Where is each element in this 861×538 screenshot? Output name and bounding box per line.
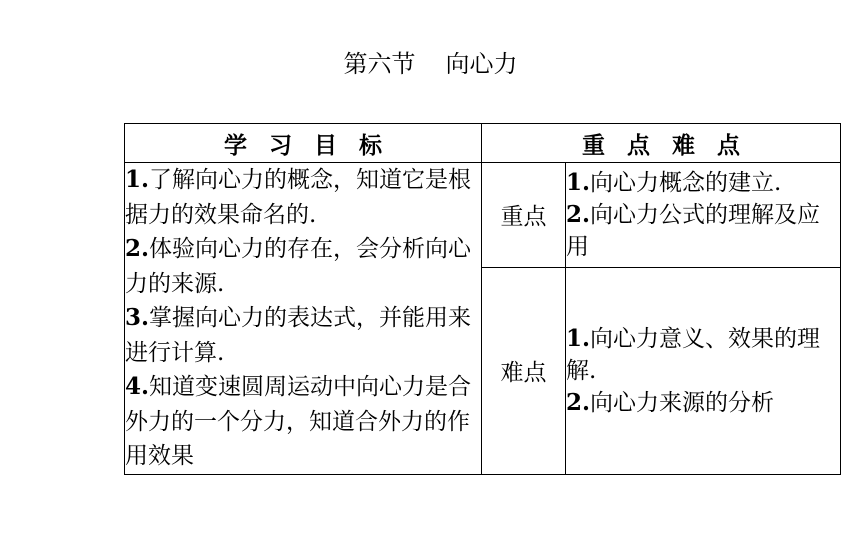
section-topic: 向心力: [445, 50, 518, 78]
key-points-label: 重点: [482, 163, 566, 268]
key-difficult-header: 重 点 难 点: [482, 124, 841, 163]
goal-item: 4.知道变速圆周运动中向心力是合外力的一个分力，知道合外力的作用效果: [125, 373, 472, 469]
difficult-points-cell: [566, 267, 841, 474]
section-number: 第六节: [343, 50, 416, 78]
goal-item: 1.了解向心力的概念，知道它是根据力的效果命名的.: [125, 166, 472, 228]
difficult-point-item: 2.向心力来源的分析: [566, 388, 775, 416]
learning-goals-header: 学 习 目 标: [125, 124, 482, 163]
learning-goals-cell: [125, 163, 482, 475]
difficult-points-label: 难点: [482, 267, 566, 474]
page-title: [0, 48, 861, 80]
difficult-point-item: 1.向心力意义、效果的理解.: [566, 324, 821, 384]
key-point-item: 1.向心力概念的建立.: [566, 168, 782, 196]
key-points-cell: [566, 163, 841, 268]
key-point-item: 2.向心力公式的理解及应用: [566, 200, 821, 260]
objectives-table: [124, 123, 841, 475]
goal-item: 2.体验向心力的存在，会分析向心力的来源.: [125, 235, 472, 297]
goal-item: 3.掌握向心力的表达式，并能用来进行计算.: [125, 304, 472, 366]
